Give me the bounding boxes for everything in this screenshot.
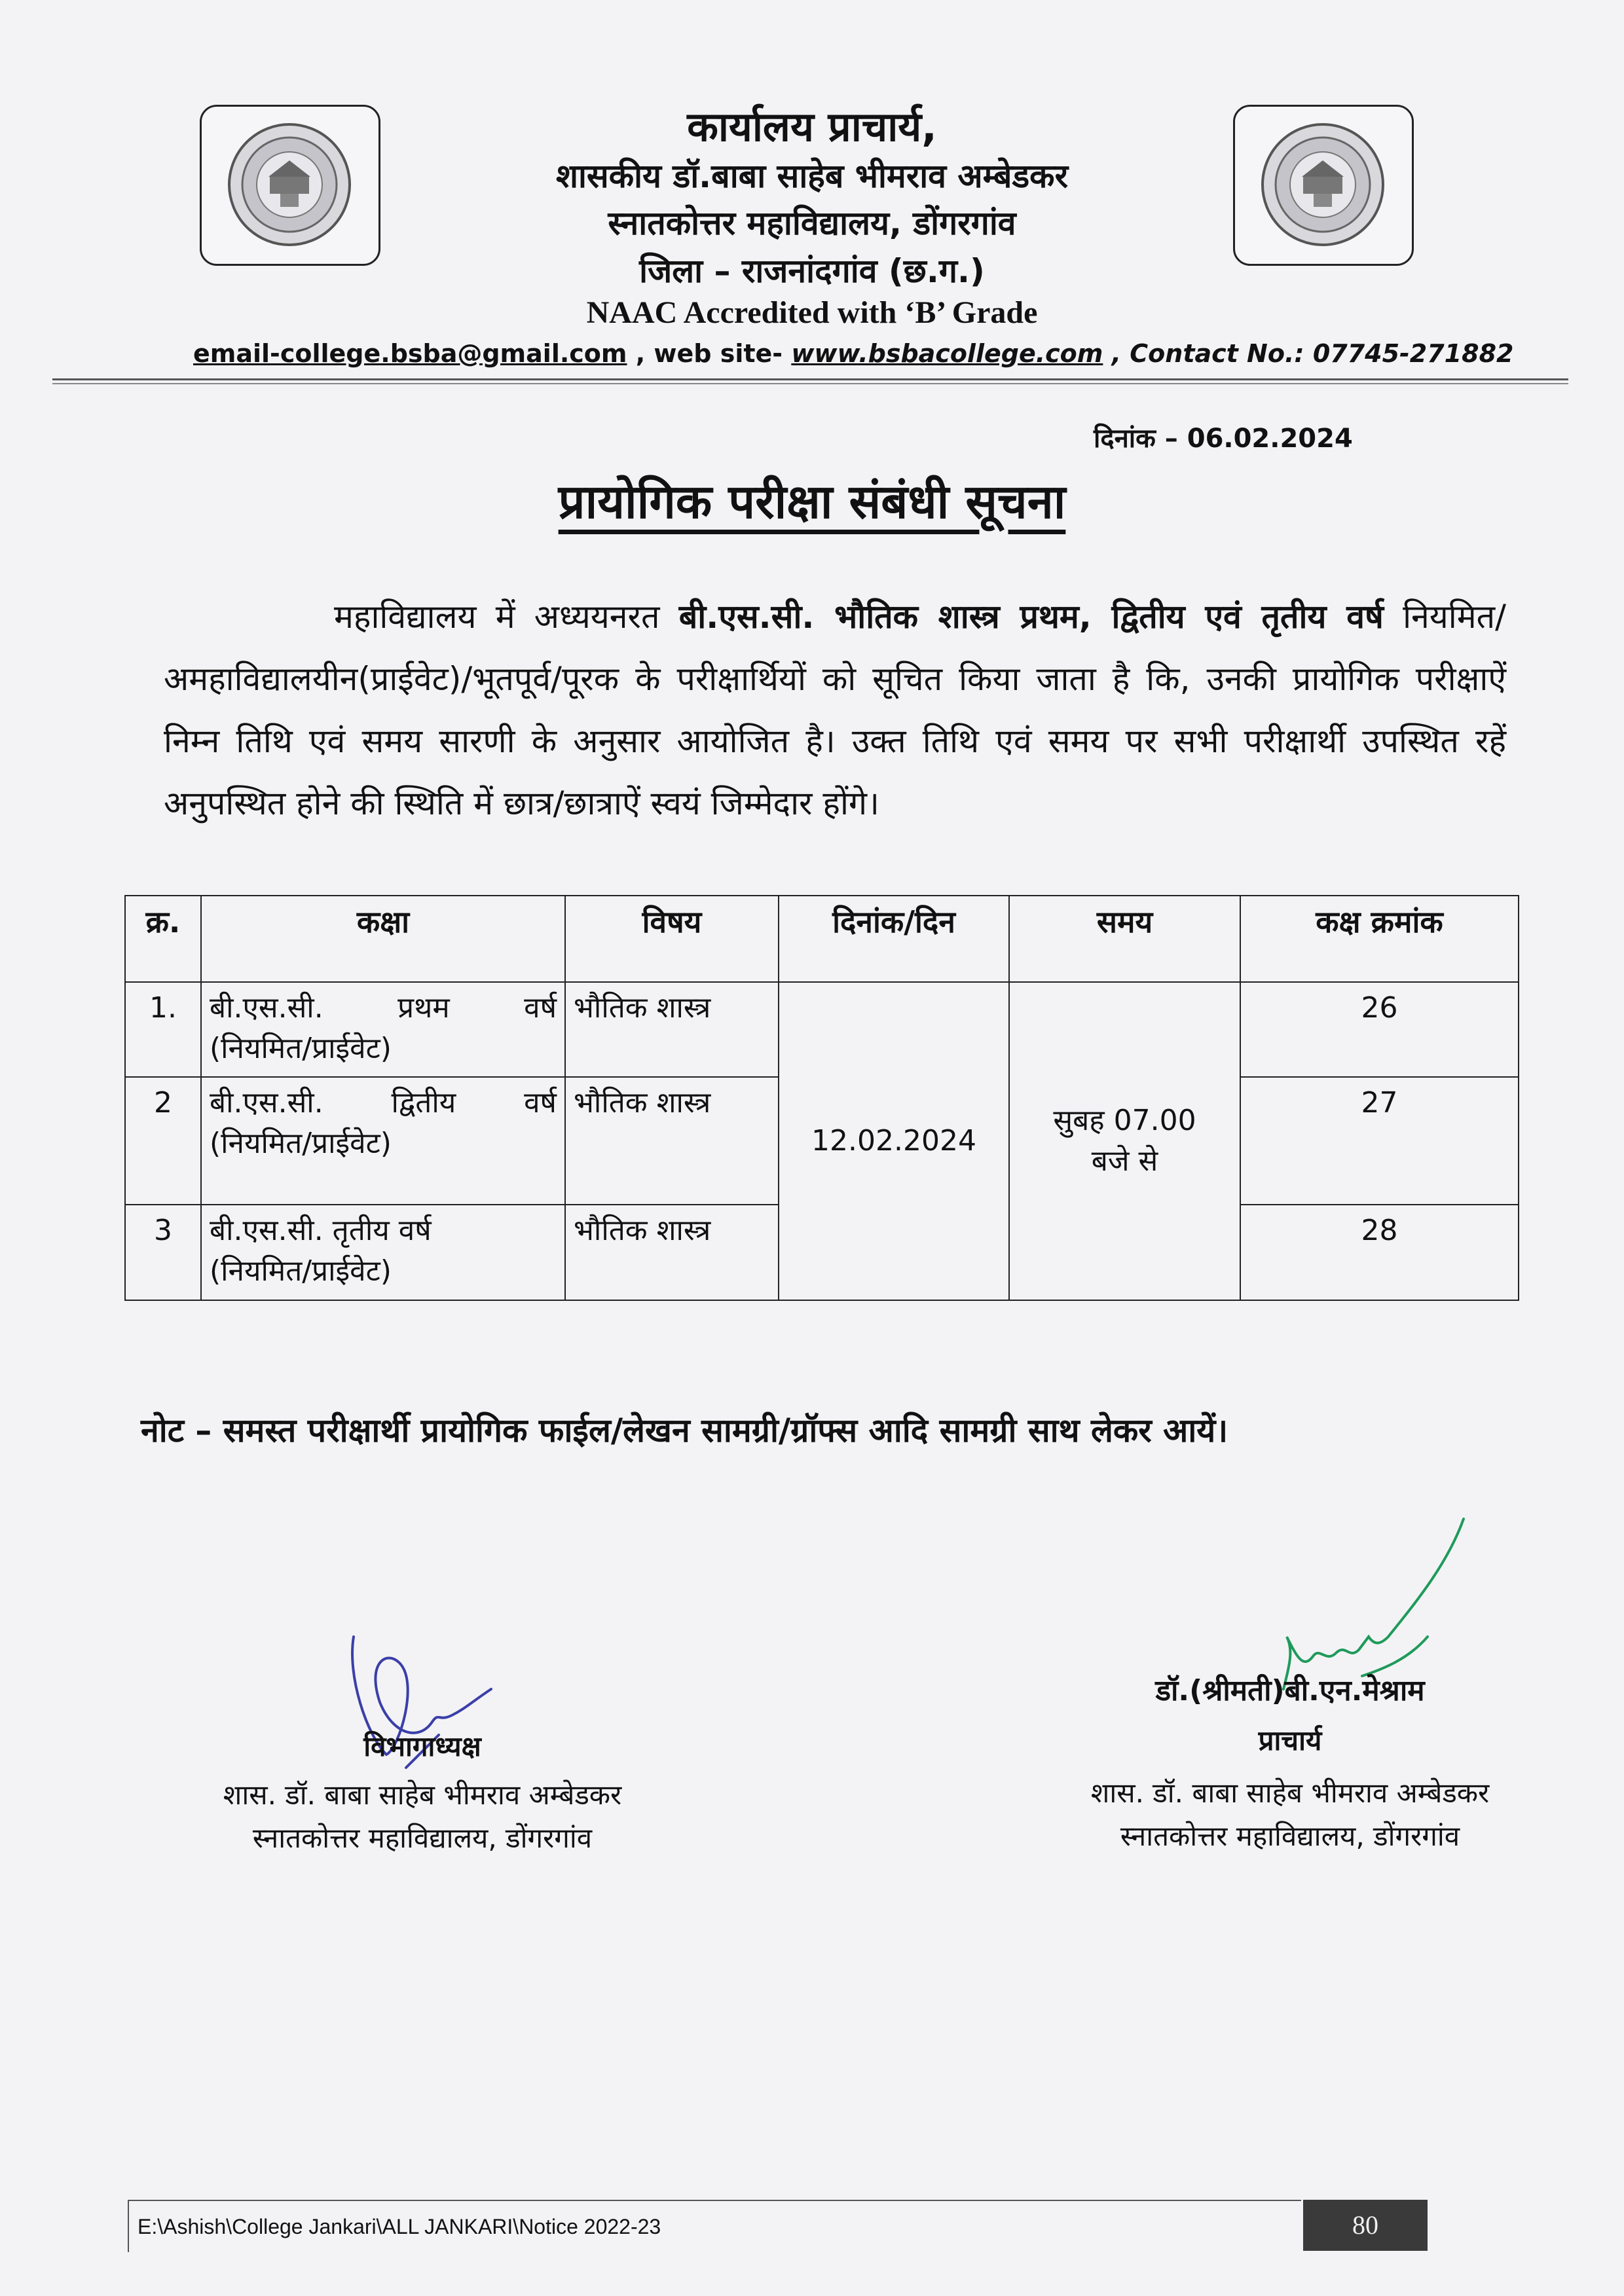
principal-college-line2: स्नातकोत्तर महाविद्यालय, डोंगरगांव — [1120, 1820, 1460, 1852]
hod-title: विभागाध्यक्ष — [363, 1730, 481, 1762]
header-subject: विषय — [565, 896, 779, 982]
table-row — [125, 982, 1519, 1077]
body-details: नियमित/अमहाविद्यालयीन(प्राईवेट)/भूतपूर्व/पूरक के परीक्षार्थियों को सूचित किया जाता है कि, उनकी प्रायोगिक परीक्षाऐं निम्न तिथि एवं समय सारणी के अनुसार आयोजित है। उक्त तिथि एवं समय पर सभी परीक्षार्थी उपस्थित रहें अनुपस्थित होने की स्थिति में छात्र/छात्राऐं स्वयं जिम्मेदार होंगे। — [164, 598, 1507, 822]
hod-college-line2: स्नातकोत्तर महाविद्यालय, डोंगरगांव — [252, 1822, 593, 1854]
contact-line — [193, 339, 1514, 368]
row-sno: 2 — [125, 1077, 201, 1205]
header-divider — [52, 378, 1568, 380]
row-room: 28 — [1240, 1205, 1519, 1300]
office-title: कार्यालय प्राचार्य, — [687, 103, 937, 151]
row-subject: भौतिक शास्त्र — [565, 1205, 779, 1300]
college-name-line2: स्नातकोत्तर महाविद्यालय, डोंगरगांव — [608, 204, 1016, 242]
body-intro: महाविद्यालय में अध्ययनरत — [334, 598, 679, 636]
header-class: कक्षा — [201, 896, 565, 982]
naac-accreditation: NAAC Accredited with ‘B’ Grade — [586, 295, 1038, 330]
row-subject: भौतिक शास्त्र — [565, 1077, 779, 1205]
row-room: 27 — [1240, 1077, 1519, 1205]
principal-name: डॉ.(श्रीमती)बी.एन.मेश्राम — [1155, 1674, 1425, 1707]
district-line: जिला – राजनांदगांव (छ.ग.) — [639, 252, 985, 290]
contact-number: , Contact No.: 07745-271882 — [1103, 339, 1514, 368]
exam-schedule-table — [124, 895, 1519, 1301]
row-subject: भौतिक शास्त्र — [565, 982, 779, 1077]
hod-college-line1: शास. डॉ. बाबा साहेब भीमराव अम्बेडकर — [223, 1779, 622, 1811]
row-sno: 1. — [125, 982, 201, 1077]
table-header-row — [125, 896, 1519, 982]
header-divider-thin — [52, 383, 1568, 384]
header-time: समय — [1009, 896, 1240, 982]
principal-title: प्राचार्य — [1258, 1724, 1322, 1757]
notice-body — [164, 586, 1506, 835]
page-number: 80 — [1303, 2200, 1428, 2251]
row-room: 26 — [1240, 982, 1519, 1077]
exam-date: 12.02.2024 — [779, 982, 1009, 1300]
notice-title: प्रायोगिक परीक्षा संबंधी सूचना — [558, 474, 1066, 529]
header-sno: क्र. — [125, 896, 201, 982]
principal-college-line1: शास. डॉ. बाबा साहेब भीमराव अम्बेडकर — [1090, 1777, 1490, 1809]
principal-signature-block — [1008, 1669, 1572, 1858]
exam-time: सुबह 07.00 बजे से — [1009, 982, 1240, 1300]
row-class: बी.एस.सी. द्वितीय वर्ष (नियमित/प्राईवेट) — [201, 1077, 565, 1205]
hod-signature-block — [141, 1725, 704, 1860]
college-name-line1: शासकीय डॉ.बाबा साहेब भीमराव अम्बेडकर — [555, 157, 1069, 195]
email-link[interactable]: email-college.bsba@gmail.com — [193, 339, 627, 368]
row-class: बी.एस.सी. तृतीय वर्ष (नियमित/प्राईवेट) — [201, 1205, 565, 1300]
notice-date: दिनांक – 06.02.2024 — [1094, 424, 1353, 454]
row-class: बी.एस.सी. प्रथम वर्ष (नियमित/प्राईवेट) — [201, 982, 565, 1077]
footer-file-path: E:\Ashish\College Jankari\ALL JANKARI\Notice 2022-23 — [138, 2215, 661, 2238]
notice-note: नोट – समस्त परीक्षार्थी प्रायोगिक फाईल/लेखन सामग्री/ग्रॉफ्स आदि सामग्री साथ लेकर आयें। — [141, 1412, 1228, 1449]
header-date: दिनांक/दिन — [779, 896, 1009, 982]
body-course: बी.एस.सी. भौतिक शास्त्र प्रथम, द्वितीय एवं तृतीय वर्ष — [678, 598, 1384, 636]
row-sno: 3 — [125, 1205, 201, 1300]
website-link[interactable]: www.bsbacollege.com — [791, 339, 1103, 368]
contact-separator: , web site- — [627, 339, 792, 368]
header-room: कक्ष क्रमांक — [1240, 896, 1519, 982]
